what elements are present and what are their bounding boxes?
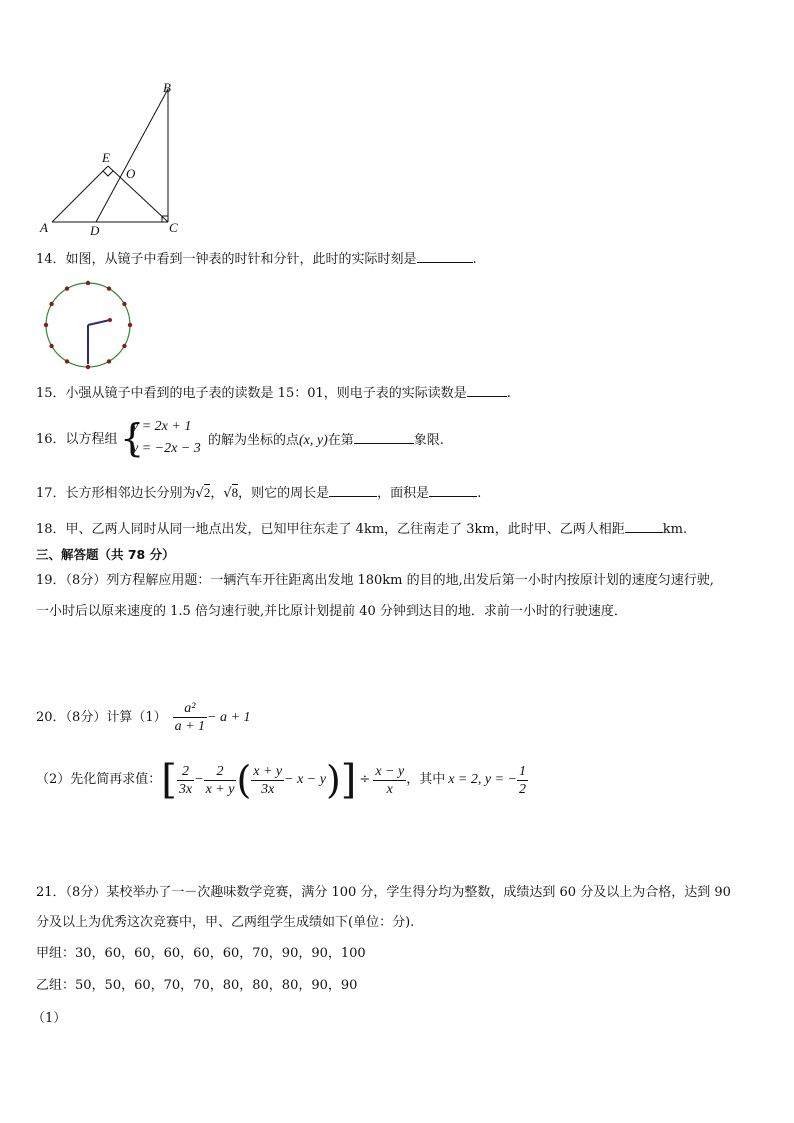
q16-eq2: y = −2x − 3 xyxy=(132,441,201,456)
paren-open-icon: ( xyxy=(236,758,252,802)
q14-end: . xyxy=(472,252,477,267)
geometry-figure xyxy=(30,75,190,240)
clock-hour-dot xyxy=(49,344,53,348)
q20-frac3-num: x + y xyxy=(253,763,283,779)
q20-cond: ，其中 xyxy=(406,772,446,787)
q18-end: km. xyxy=(662,522,688,537)
clock-figure xyxy=(40,280,140,375)
q16-middle: 的解为坐标的点 xyxy=(208,433,300,448)
q20-yfrac-num: 1 xyxy=(518,763,526,779)
group-b-scores: 乙组：50，50，60，70，70，80，80，80，90，90 xyxy=(36,978,358,993)
clock-hour-dot xyxy=(107,286,111,290)
line-AE xyxy=(52,166,108,222)
clock-hour-dot xyxy=(44,323,48,327)
clock-hour-dot xyxy=(49,302,53,306)
q17-mid: ，则它的周长是 xyxy=(238,486,330,501)
q17-end: . xyxy=(477,486,482,501)
q20-inner-tail: − x − y xyxy=(284,772,326,787)
question-15 xyxy=(36,384,511,403)
q20-yfrac-den: 2 xyxy=(518,781,526,797)
q16-eq1: y = 2x + 1 xyxy=(132,419,192,434)
q20-numerator: a² xyxy=(173,700,207,718)
section-title: 三、解答题（共 78 分） xyxy=(36,547,175,562)
clock-hour-dot xyxy=(122,344,126,348)
group-a-scores: 甲组：30，60，60，60，60，60，70，90，90，100 xyxy=(36,946,366,961)
q15-text: 15．小强从镜子中看到的电子表的读数是 15：01，则电子表的实际读数是 xyxy=(36,386,467,401)
q15-blank xyxy=(467,384,507,397)
q20-yfrac xyxy=(517,763,528,798)
question-18 xyxy=(36,520,687,539)
label-O: O xyxy=(126,166,136,181)
clock-hour-dot xyxy=(86,281,90,285)
q14-text: 14．如图，从镜子中看到一钟表的时针和分针，此时的实际时刻是 xyxy=(36,252,417,267)
clock-hour-dot xyxy=(65,359,69,363)
q16-system-brace: { xyxy=(120,416,145,460)
q20-frac4-num: x − y xyxy=(375,763,405,779)
line-EC xyxy=(108,166,168,222)
q16-suffix2: 象限. xyxy=(413,433,444,448)
sqrt-icon: √ xyxy=(223,486,232,501)
q20-denominator: a + 1 xyxy=(174,719,206,734)
q17-radicand2: 8 xyxy=(231,485,239,500)
bracket-close-icon: ] xyxy=(340,757,357,803)
q17-prefix: 17．长方形相邻边长分别为 xyxy=(36,486,196,501)
question-21-line2: 分及以上为优秀这次竞赛中，甲、乙两组学生成绩如下(单位：分). xyxy=(36,915,415,930)
q20-frac2-den: x + y xyxy=(205,781,235,797)
q20-frac1 xyxy=(177,763,194,798)
q20-frac2 xyxy=(204,763,237,798)
paren-close-icon: ) xyxy=(325,758,341,802)
q20-tail: − a + 1 xyxy=(207,709,251,725)
q15-end: . xyxy=(506,386,511,401)
q20-frac4 xyxy=(373,763,406,798)
q17-radicand1: 2 xyxy=(203,485,211,500)
divide-sign: ÷ xyxy=(359,772,371,787)
label-C: C xyxy=(169,220,178,235)
hour-hand xyxy=(88,320,110,325)
question-19-line1: 19．（8分）列方程解应用题：一辆汽车开往距离出发地 180km 的目的地,出发后第一小时内按原计划的速度匀速行驶, xyxy=(36,573,714,588)
question-16 xyxy=(36,431,118,449)
q14-blank xyxy=(417,250,473,263)
sqrt-icon: √ xyxy=(195,486,204,501)
q20-frac1-num: 2 xyxy=(177,763,194,781)
bracket-open-icon: [ xyxy=(161,757,177,803)
q16-prefix: 16．以方程组 xyxy=(36,432,118,447)
q17-mid2: ，面积是 xyxy=(377,486,430,501)
label-B: B xyxy=(163,80,171,95)
q16-point: (x, y) xyxy=(299,433,328,448)
label-A: A xyxy=(40,220,48,235)
q20-frac3 xyxy=(251,763,284,798)
q16-blank xyxy=(354,431,414,444)
q20-p2prefix: （2）先化简再求值： xyxy=(36,772,162,787)
question-17: 17．长方形相邻边长分别为√2，√8，则它的周长是 ，面积是 . xyxy=(36,485,482,501)
q18-blank xyxy=(625,520,663,533)
clock-hour-dot xyxy=(86,365,90,369)
clock-hour-dot xyxy=(122,302,126,306)
clock-hour-dot xyxy=(65,286,69,290)
q16-rest xyxy=(208,431,444,450)
q17-blank-area xyxy=(429,484,477,497)
label-D: D xyxy=(90,223,100,238)
q20-frac1-den: 3x xyxy=(178,781,193,797)
question-20 xyxy=(36,700,250,735)
q20-xval: x = 2, y = − xyxy=(448,772,517,787)
q21-sub1: （1） xyxy=(32,1011,67,1026)
q20-frac2-num: 2 xyxy=(204,763,237,781)
q17-blank-perimeter xyxy=(329,484,377,497)
q20-fraction xyxy=(173,700,207,735)
q18-text: 18．甲、乙两人同时从同一地点出发，已知甲往东走了 4km，乙往南走了 3km，此时甲、乙两人相距 xyxy=(36,522,625,537)
q16-suffix1: 在第 xyxy=(327,433,354,448)
label-E: E xyxy=(102,150,110,165)
q20-frac3-den: 3x xyxy=(261,781,275,797)
q20-prefix: 20．（8分）计算（1） xyxy=(36,709,167,725)
minus-sign: − xyxy=(194,772,204,787)
question-14 xyxy=(36,250,477,269)
question-20-part2 xyxy=(36,757,528,803)
q20-frac4-den: x xyxy=(386,781,393,797)
question-19-line2: 一小时后以原来速度的 1.5 倍匀速行驶,并比原计划提前 40 分钟到达目的地．求前一小时的行驶速度． xyxy=(36,604,627,619)
clock-hour-dot xyxy=(128,323,132,327)
hour-hand-tip xyxy=(108,318,112,322)
clock-hour-dot xyxy=(107,359,111,363)
right-angle-mark-E xyxy=(103,171,113,176)
question-21-line1: 21．（8分）某校举办了一－次趣味数学竞赛，满分 100 分，学生得分均为整数，成绩达到 60 分及以上为合格，达到 90 xyxy=(36,885,731,900)
